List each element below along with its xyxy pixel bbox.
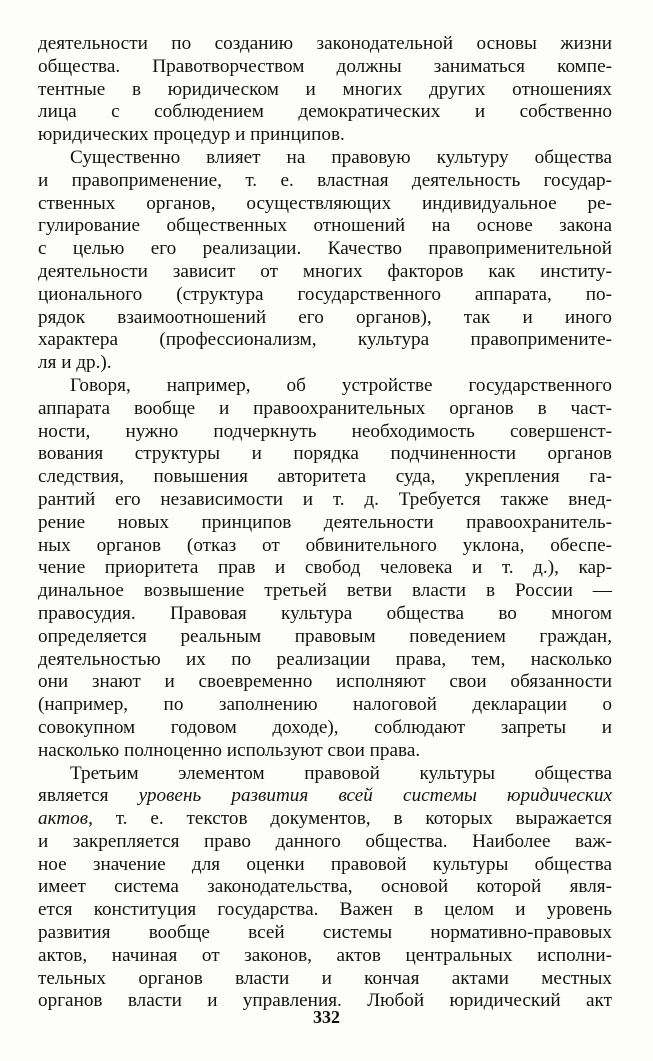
- text-line: чение приоритета прав и свобод человека и т. д.), кар-: [38, 557, 612, 579]
- text-line: совокупном годовом доходе), соблюдают запреты и: [38, 716, 612, 738]
- text-line: рядок взаимоотношений его органов), так и иного: [38, 306, 612, 328]
- text-line: характера (профессионализм, культура правопримените-: [38, 329, 612, 351]
- text-line: ля и др.).: [38, 352, 112, 374]
- text-line: Третьим элементом правовой культуры общества: [70, 762, 612, 784]
- text-line: с целью его реализации. Качество правоприменительной: [38, 238, 612, 260]
- text-line: актов, начиная от законов, актов центральных исполни-: [38, 944, 612, 966]
- text-line: развития вообще всей системы нормативно-правовых: [38, 922, 612, 944]
- italic-term: уровень развития всей системы юридических: [138, 785, 612, 807]
- text-line: ных органов (отказ от обвинительного уклона, обеспе-: [38, 534, 612, 556]
- paragraph-2: [38, 147, 612, 375]
- text-line: ется конституция государства. Важен в целом и уровень: [38, 899, 612, 921]
- text-line: они знают и своевременно исполняют свои обязанности: [38, 671, 612, 693]
- paragraph-4: [38, 763, 612, 1014]
- text-line: Говоря, например, об устройстве государственного: [70, 374, 612, 396]
- text-line: имеет система законодательства, основой которой явля-: [38, 876, 612, 898]
- text-line: органов власти и управления. Любой юридический акт: [38, 990, 612, 1012]
- text-line: юридических процедур и принципов.: [38, 124, 345, 146]
- text-line: ное значение для оценки правовой культуры общества: [38, 853, 612, 875]
- page-number: 332: [313, 1007, 340, 1027]
- text-line: [38, 808, 612, 831]
- text-segment: является: [38, 785, 139, 807]
- text-line: аппарата вообще и правоохранительных органов в част-: [38, 397, 612, 419]
- italic-term: актов,: [38, 808, 93, 830]
- paragraph-3: [38, 375, 612, 763]
- text-line: общества. Правотворчеством должны заниматься компе-: [38, 55, 612, 77]
- text-line: ственных органов, осуществляющих индивидуальное ре-: [38, 192, 612, 214]
- text-line: тентные в юридическом и многих других отношениях: [38, 78, 612, 100]
- text-line: Существенно влияет на правовую культуру общества: [70, 146, 612, 168]
- text-line: рение новых принципов деятельности правоохранитель-: [38, 511, 612, 533]
- text-line: и закрепляется право данного общества. Наиболее важ-: [38, 830, 612, 852]
- text-line: ности, нужно подчеркнуть необходимость совершенст-: [38, 420, 612, 442]
- text-line: [38, 785, 612, 808]
- paragraph-1: [38, 33, 612, 147]
- text-line: правосудия. Правовая культура общества во многом: [38, 602, 612, 624]
- text-line: лица с соблюдением демократических и собственно: [38, 101, 612, 123]
- text-line: тельных органов власти и кончая актами местных: [38, 967, 612, 989]
- text-line: динальное возвышение третьей ветви власти в России —: [38, 580, 612, 602]
- text-line: следствия, повышения авторитета суда, укрепления га-: [38, 466, 612, 488]
- text-line: (например, по заполнению налоговой декларации о: [38, 694, 612, 716]
- text-line: насколько полноценно используют свои права.: [38, 739, 421, 761]
- text-line: гулирование общественных отношений на основе закона: [38, 215, 612, 237]
- text-line: рантий его независимости и т. д. Требуется также внед-: [38, 488, 612, 510]
- text-line: ционального (структура государственного аппарата, по-: [38, 283, 612, 305]
- text-line: деятельности по созданию законодательной основы жизни: [38, 33, 612, 54]
- text-segment: т. е. текстов документов, в которых выражается: [92, 808, 612, 830]
- text-line: определяется реальным правовым поведением граждан,: [38, 625, 612, 647]
- text-line: и правоприменение, т. е. властная деятельность государ-: [38, 169, 612, 191]
- body-text: [38, 33, 612, 1013]
- text-line: деятельностью их по реализации права, тем, насколько: [38, 648, 612, 670]
- text-line: вования структуры и порядка подчиненности органов: [38, 443, 612, 465]
- text-line: деятельности зависит от многих факторов как институ-: [38, 260, 612, 282]
